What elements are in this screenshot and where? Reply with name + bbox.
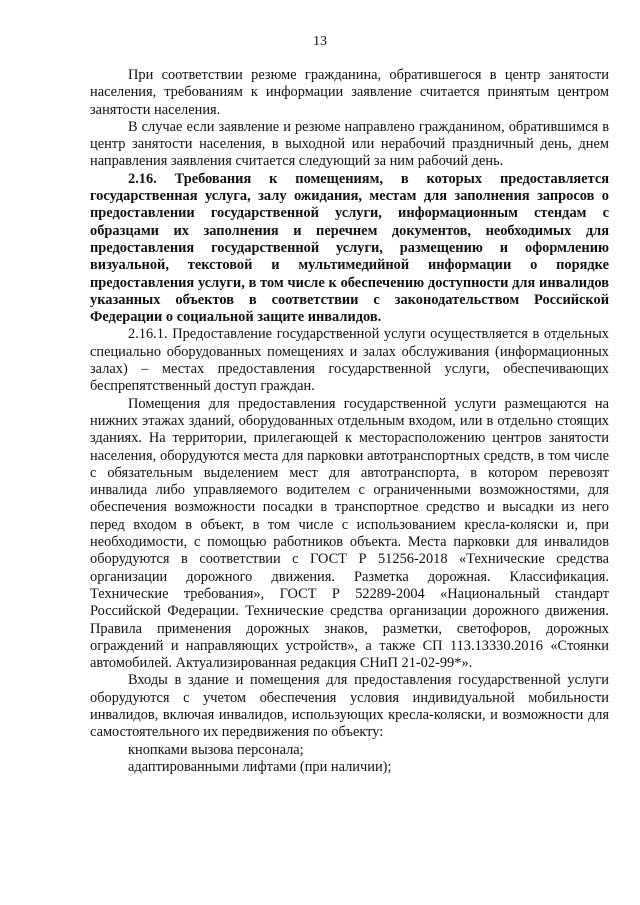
page-number: 13 [313,34,327,49]
paragraph-premises-parking: Помещения для предоставления государственной услуги размещаются на нижних этажах зданий, оборудованных отдельным входом, или в отдельно стоящих зданиях. На территории, прилегающей к месторасположению центров занятости населения, оборудуются места для парковки автотранспортных средств, в том числе с обязательным выделением мест для автотранспорта, в котором перевозят инвалида либо управляемого водителем с ограниченными возможностями, для обеспечения возможности посадки в транспортное средство и высадки из него перед входом в объект, в том числе с использованием кресла-коляски и, при необходимости, с помощью работников объекта. Места парковки для инвалидов оборудуются в соответствии с ГОСТ Р 51256-2018 «Технические средства организации дорожного движения. Разметка дорожная. Классификация. Технические требования», ГОСТ Р 52289-2004 «Национальный стандарт Российской Федерации. Технические средства организации дорожного движения. Правила применения дорожных знаков, разметки, светофоров, дорожных ограждений и направляющих устройств», а также СП 113.13330.2016 «Стоянки автомобилей. Актуализированная редакция СНиП 21-02-99*». [90,395,609,672]
paragraph-2-16-1: 2.16.1. Предоставление государственной услуги осуществляется в отдельных специально оборудованных помещениях и залах обслуживания (информационных залах) – местах предоставления государственной услуги, обеспечивающих беспрепятственный доступ граждан. [90,326,609,395]
list-item-call-buttons: кнопками вызова персонала; [128,741,304,758]
document-body [90,67,609,776]
section-heading-2-16: 2.16. Требования к помещениям, в которых предоставляется государственная услуга, залу ожидания, местам для заполнения запросов о предоставлении государственной услуги, информационным стендам с образцами их заполнения и перечнем документов, необходимых для предоставления государственной услуги, размещению и оформлению визуальной, текстовой и мультимедийной информации о порядке предоставления услуги, в том числе к обеспечению доступности для инвалидов указанных объектов в соответствии с законодательством Российской Федерации о социальной защите инвалидов. [90,170,609,326]
paragraph-entrances: Входы в здание и помещения для предоставления государственной услуги оборудуются с учетом обеспечения условия индивидуальной мобильности инвалидов, включая инвалидов, использующих кресла-коляски, и возможности для самостоятельного их передвижения по объекту: [90,672,609,741]
paragraph-weekend-submission: В случае если заявление и резюме направлено гражданином, обратившимся в центр занятости населения, в выходной или нерабочий праздничный день, днем направления заявления считается следующий за ним рабочий день. [90,118,609,170]
paragraph-resume-accepted: При соответствии резюме гражданина, обратившегося в центр занятости населения, требованиям к информации заявление считается принятым центром занятости населения. [90,67,609,118]
list-item-adapted-elevators: адаптированными лифтами (при наличии); [128,758,392,775]
